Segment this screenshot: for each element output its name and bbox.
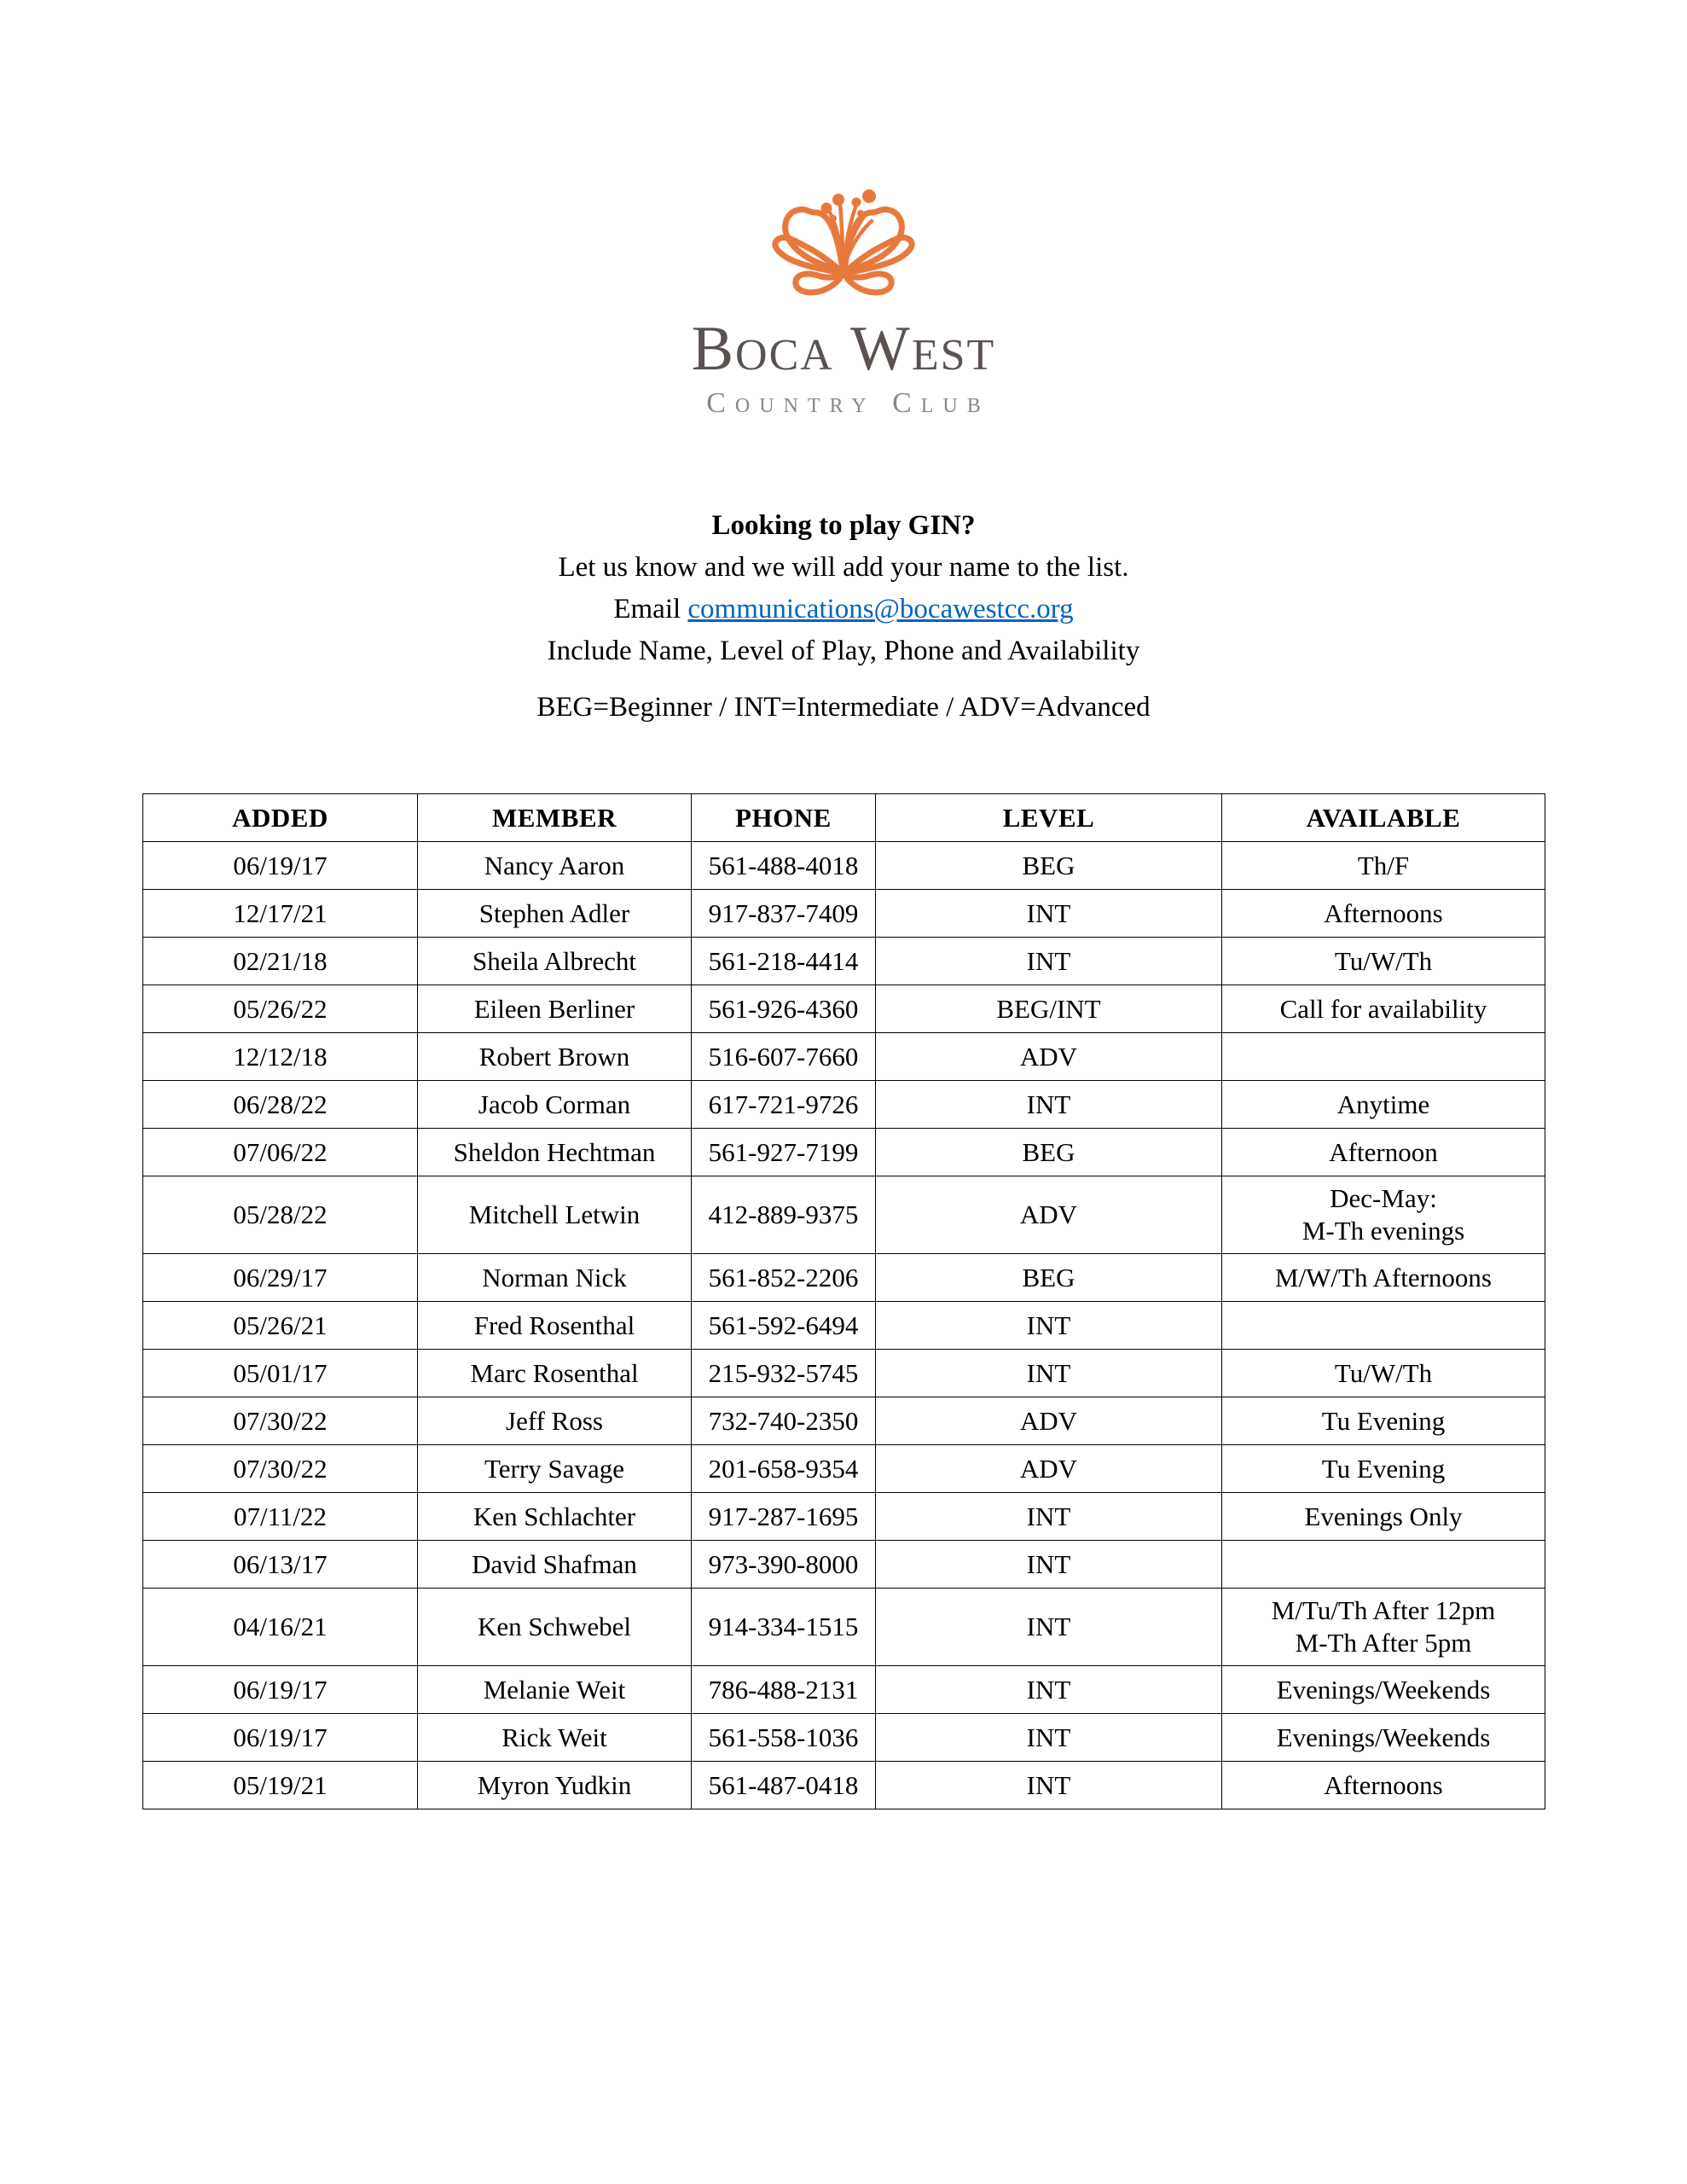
table-row <box>143 1445 1545 1493</box>
cell-available: Afternoons <box>1222 890 1545 938</box>
cell-added: 05/26/21 <box>143 1302 418 1350</box>
cell-added: 05/28/22 <box>143 1176 418 1254</box>
logo-wordmark: Boca West <box>691 314 996 384</box>
cell-added: 02/21/18 <box>143 938 418 985</box>
column-header-added: ADDED <box>143 794 418 842</box>
cell-level: INT <box>876 1589 1222 1666</box>
cell-phone: 516-607-7660 <box>692 1033 876 1081</box>
logo-subwordmark: Country Club <box>706 386 990 419</box>
cell-available: M/W/Th Afternoons <box>1222 1254 1545 1302</box>
cell-available <box>1222 1541 1545 1589</box>
table-row <box>143 1589 1545 1666</box>
cell-level: INT <box>876 890 1222 938</box>
cell-available: Afternoon <box>1222 1129 1545 1176</box>
cell-member: Norman Nick <box>418 1254 692 1302</box>
cell-added: 06/13/17 <box>143 1541 418 1589</box>
cell-added: 07/30/22 <box>143 1445 418 1493</box>
cell-added: 06/19/17 <box>143 842 418 890</box>
cell-member: Eileen Berliner <box>418 985 692 1033</box>
cell-member: Nancy Aaron <box>418 842 692 890</box>
cell-level: ADV <box>876 1176 1222 1254</box>
table-row <box>143 1176 1545 1254</box>
cell-available: Th/F <box>1222 842 1545 890</box>
cell-available: Evenings Only <box>1222 1493 1545 1541</box>
table-row <box>143 1666 1545 1714</box>
cell-phone: 914-334-1515 <box>692 1589 876 1666</box>
cell-member: Melanie Weit <box>418 1666 692 1714</box>
table-header <box>143 794 1545 842</box>
intro-line-email <box>0 589 1687 630</box>
cell-added: 06/29/17 <box>143 1254 418 1302</box>
cell-level: BEG <box>876 842 1222 890</box>
intro-text-block <box>0 505 1687 672</box>
cell-level: ADV <box>876 1033 1222 1081</box>
cell-level: INT <box>876 938 1222 985</box>
email-label: Email <box>613 594 688 624</box>
table-row <box>143 938 1545 985</box>
cell-level: INT <box>876 1714 1222 1762</box>
cell-level: INT <box>876 1762 1222 1809</box>
cell-level: INT <box>876 1350 1222 1397</box>
cell-available <box>1222 1033 1545 1081</box>
cell-phone: 917-837-7409 <box>692 890 876 938</box>
table-row <box>143 1541 1545 1589</box>
cell-phone: 617-721-9726 <box>692 1081 876 1129</box>
cell-member: Myron Yudkin <box>418 1762 692 1809</box>
cell-phone: 561-927-7199 <box>692 1129 876 1176</box>
table-row <box>143 842 1545 890</box>
cell-member: Ken Schwebel <box>418 1589 692 1666</box>
cell-added: 05/26/22 <box>143 985 418 1033</box>
table-row <box>143 985 1545 1033</box>
cell-available: Dec-May: M-Th evenings <box>1222 1176 1545 1254</box>
cell-added: 07/30/22 <box>143 1397 418 1445</box>
cell-member: Mitchell Letwin <box>418 1176 692 1254</box>
cell-member: Stephen Adler <box>418 890 692 938</box>
cell-phone: 917-287-1695 <box>692 1493 876 1541</box>
cell-available: Afternoons <box>1222 1762 1545 1809</box>
cell-phone: 215-932-5745 <box>692 1350 876 1397</box>
cell-phone: 561-592-6494 <box>692 1302 876 1350</box>
level-legend: BEG=Beginner / INT=Intermediate / ADV=Advanced <box>536 692 1151 723</box>
gin-roster-table <box>142 793 1545 1809</box>
table-row <box>143 1033 1545 1081</box>
cell-phone: 973-390-8000 <box>692 1541 876 1589</box>
cell-member: Fred Rosenthal <box>418 1302 692 1350</box>
cell-available: Call for availability <box>1222 985 1545 1033</box>
contact-email-link[interactable]: communications@bocawestcc.org <box>687 594 1074 624</box>
cell-added: 12/17/21 <box>143 890 418 938</box>
cell-added: 06/19/17 <box>143 1666 418 1714</box>
cell-phone: 201-658-9354 <box>692 1445 876 1493</box>
table-row <box>143 1714 1545 1762</box>
cell-member: Rick Weit <box>418 1714 692 1762</box>
cell-available: Tu Evening <box>1222 1445 1545 1493</box>
cell-phone: 786-488-2131 <box>692 1666 876 1714</box>
cell-added: 05/19/21 <box>143 1762 418 1809</box>
table-row <box>143 1081 1545 1129</box>
cell-phone: 561-852-2206 <box>692 1254 876 1302</box>
cell-level: BEG <box>876 1129 1222 1176</box>
cell-phone: 561-218-4414 <box>692 938 876 985</box>
intro-line-instructions: Let us know and we will add your name to the list. <box>558 552 1129 583</box>
cell-added: 06/28/22 <box>143 1081 418 1129</box>
cell-added: 07/11/22 <box>143 1493 418 1541</box>
table-row <box>143 1302 1545 1350</box>
intro-headline: Looking to play GIN? <box>711 510 976 541</box>
cell-member: Terry Savage <box>418 1445 692 1493</box>
column-header-level: LEVEL <box>876 794 1222 842</box>
table-row <box>143 1254 1545 1302</box>
cell-member: Jacob Corman <box>418 1081 692 1129</box>
cell-level: INT <box>876 1302 1222 1350</box>
cell-member: Jeff Ross <box>418 1397 692 1445</box>
club-logo <box>0 183 1687 420</box>
cell-member: Marc Rosenthal <box>418 1350 692 1397</box>
cell-available: Evenings/Weekends <box>1222 1666 1545 1714</box>
cell-member: Robert Brown <box>418 1033 692 1081</box>
cell-level: INT <box>876 1081 1222 1129</box>
table-header-row <box>143 794 1545 842</box>
table-row <box>143 1397 1545 1445</box>
table-row <box>143 1129 1545 1176</box>
cell-phone: 412-889-9375 <box>692 1176 876 1254</box>
cell-level: ADV <box>876 1397 1222 1445</box>
cell-available <box>1222 1302 1545 1350</box>
cell-member: Sheldon Hechtman <box>418 1129 692 1176</box>
table-row <box>143 1762 1545 1809</box>
table-row <box>143 1493 1545 1541</box>
cell-available: Tu/W/Th <box>1222 938 1545 985</box>
hibiscus-flower-icon <box>758 183 929 311</box>
column-header-member: MEMBER <box>418 794 692 842</box>
cell-available: Tu Evening <box>1222 1397 1545 1445</box>
table-body <box>143 842 1545 1809</box>
cell-phone: 561-926-4360 <box>692 985 876 1033</box>
cell-added: 12/12/18 <box>143 1033 418 1081</box>
cell-available: Tu/W/Th <box>1222 1350 1545 1397</box>
cell-member: David Shafman <box>418 1541 692 1589</box>
cell-level: INT <box>876 1493 1222 1541</box>
cell-added: 05/01/17 <box>143 1350 418 1397</box>
roster-table-container <box>142 793 1545 1809</box>
cell-available: Evenings/Weekends <box>1222 1714 1545 1762</box>
table-row <box>143 1350 1545 1397</box>
cell-level: BEG <box>876 1254 1222 1302</box>
table-row <box>143 890 1545 938</box>
cell-available: M/Tu/Th After 12pm M-Th After 5pm <box>1222 1589 1545 1666</box>
cell-phone: 561-487-0418 <box>692 1762 876 1809</box>
cell-level: INT <box>876 1541 1222 1589</box>
cell-phone: 732-740-2350 <box>692 1397 876 1445</box>
cell-phone: 561-558-1036 <box>692 1714 876 1762</box>
column-header-phone: PHONE <box>692 794 876 842</box>
cell-added: 04/16/21 <box>143 1589 418 1666</box>
cell-member: Sheila Albrecht <box>418 938 692 985</box>
cell-added: 06/19/17 <box>143 1714 418 1762</box>
cell-member: Ken Schlachter <box>418 1493 692 1541</box>
cell-added: 07/06/22 <box>143 1129 418 1176</box>
cell-level: ADV <box>876 1445 1222 1493</box>
cell-available: Anytime <box>1222 1081 1545 1129</box>
cell-phone: 561-488-4018 <box>692 842 876 890</box>
intro-line-include: Include Name, Level of Play, Phone and Availability <box>547 636 1140 666</box>
cell-level: BEG/INT <box>876 985 1222 1033</box>
column-header-available: AVAILABLE <box>1222 794 1545 842</box>
cell-level: INT <box>876 1666 1222 1714</box>
